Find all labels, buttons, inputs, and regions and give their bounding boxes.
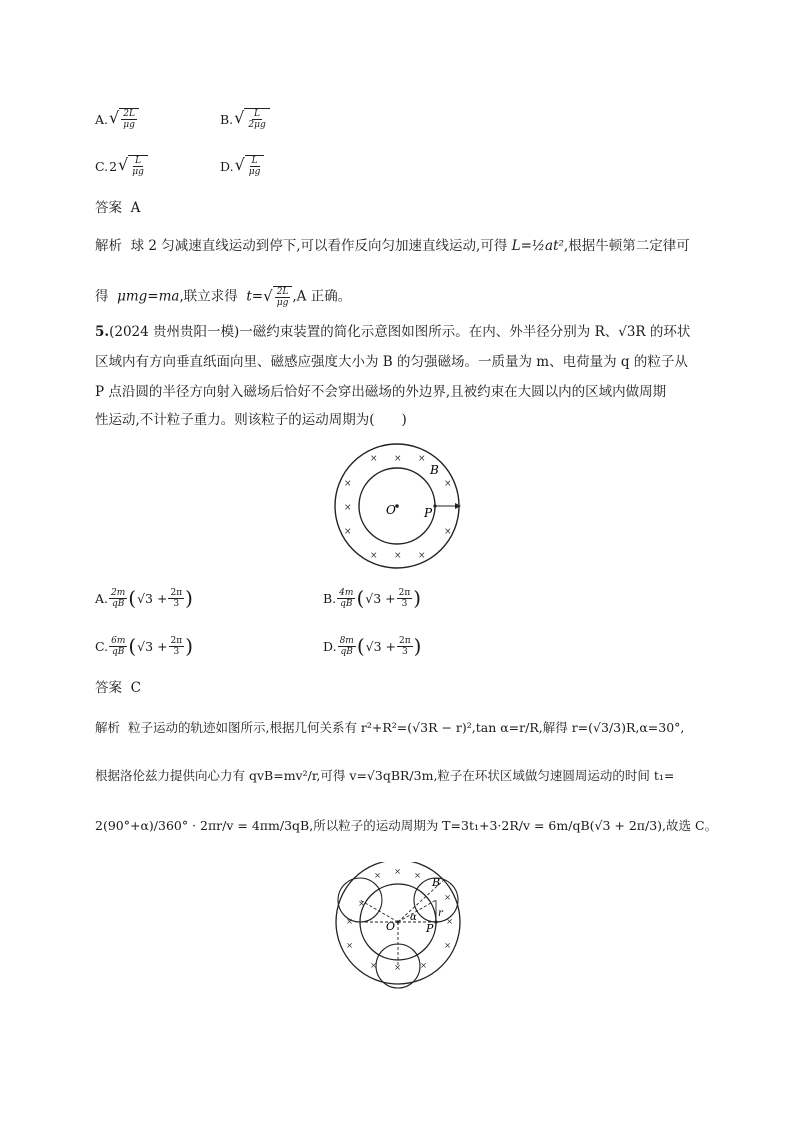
option-label: C. <box>95 638 109 654</box>
dashed-line <box>360 900 398 922</box>
term: √3 + <box>365 638 397 654</box>
option-label: D. <box>323 638 337 654</box>
numerator: 2π <box>170 635 183 646</box>
denominator: 3 <box>401 646 408 657</box>
q5-stem-line4: 性运动,不计粒子重力。则该粒子的运动周期为( ) <box>95 412 407 428</box>
term: √3 + <box>137 590 168 606</box>
point-p-dot <box>434 920 437 923</box>
cross-mark: × <box>444 893 452 903</box>
q4-analysis-line2 <box>95 286 351 308</box>
q5-analysis-line1 <box>95 718 684 738</box>
q5-stem-line3: P 点沿圆的半径方向射入磁场后恰好不会穿出磁场的外边界,且被约束在大圆以内的区域内做周期 <box>95 384 667 400</box>
question-source: (2024 贵州贵阳一模) <box>109 324 240 340</box>
sqrt-expression: √ $\frac{2L}{\mu g}$ <box>109 108 139 130</box>
answer-value: A <box>130 200 141 216</box>
option-label: B. <box>220 111 234 127</box>
sqrt-expression: √ $\frac{L}{\mu g}$ <box>118 155 148 177</box>
cross-mark: × <box>370 551 378 561</box>
cross-mark: × <box>344 503 352 513</box>
q5-option-b: B. $\frac{4m}{qB}$ ( √3 + $\frac{2\pi}{3}$ ) <box>323 586 422 610</box>
analysis-text: 粒子运动的轨迹如图所示,根据几何关系有 r²+R²=(√3R − r)²,tan α=r/R,解得 r=(√3/3)R,α=30°, <box>127 720 685 735</box>
q5-option-c: C. $\frac{6m}{qB}$ ( √3 + $\frac{2\pi}{3}$ ) <box>95 634 194 658</box>
cross-mark: × <box>346 941 354 951</box>
cross-mark: × <box>394 454 402 464</box>
label-alpha: α <box>410 912 417 923</box>
cross-mark: × <box>346 917 354 927</box>
numerator: 2π <box>398 587 411 598</box>
q5-analysis-line2: 根据洛伦兹力提供向心力有 qvB=mv²/r,可得 v=√3qBR/3m,粒子在环状区域做匀速圆周运动的时间 t₁= <box>95 768 675 783</box>
point-p-dot <box>433 504 436 507</box>
q5-stem-line2: 区域内有方向垂直纸面向里、磁感应强度大小为 B 的匀强磁场。一质量为 m、电荷量为 q 的粒子从 <box>95 354 688 370</box>
q4-option-b <box>220 108 270 130</box>
cross-mark: × <box>444 479 452 489</box>
stem-text: 一磁约束装置的简化示意图如图所示。在内、外半径分别为 R、√3R 的环状 <box>239 324 691 340</box>
cross-mark: × <box>374 871 382 881</box>
center-dot <box>396 920 399 923</box>
term: √3 + <box>365 590 396 606</box>
dashed-line <box>398 900 436 922</box>
label-o: O <box>386 920 396 933</box>
analysis-text: ,A 正确。 <box>292 288 352 305</box>
answer-value: C <box>130 680 141 696</box>
formula: μmg=ma <box>117 288 180 305</box>
denominator: 3 <box>173 598 180 609</box>
cross-mark: × <box>420 961 428 971</box>
cross-mark: × <box>418 551 426 561</box>
cross-mark: × <box>418 454 426 464</box>
cross-mark: × <box>394 963 402 973</box>
denominator: μg <box>248 167 261 177</box>
q5-stem-line1 <box>95 322 690 342</box>
option-label: C. <box>95 158 109 174</box>
formula: L=½at² <box>511 238 564 254</box>
denominator: 3 <box>173 646 180 657</box>
denominator: 2μg <box>248 120 266 130</box>
arrow-head <box>455 503 461 509</box>
numerator: L <box>135 156 142 166</box>
option-label: A. <box>95 111 109 127</box>
q4-option-a <box>95 108 139 130</box>
denominator: qB <box>340 646 353 657</box>
label-o: O <box>386 503 396 517</box>
numerator: L <box>254 109 261 119</box>
numerator: 2L <box>276 287 289 297</box>
analysis-text: 得 <box>95 288 109 305</box>
q5-option-d: D. $\frac{8m}{qB}$ ( √3 + $\frac{2\pi}{3}$ ) <box>323 634 422 658</box>
cross-mark: × <box>358 899 366 909</box>
label-p: P <box>424 506 433 520</box>
question-number: 5. <box>95 324 110 340</box>
cross-mark: × <box>446 917 454 927</box>
numerator: 2π <box>399 635 411 646</box>
option-label: A. <box>95 590 109 606</box>
cross-mark: × <box>370 961 378 971</box>
label-r: r <box>438 908 443 919</box>
q5-option-a: A. $\frac{2m}{qB}$ ( √3 + $\frac{2\pi}{3}$ ) <box>95 586 193 610</box>
analysis-text: 球 2 匀减速直线运动到停下,可以看作反向匀加速直线运动,可得 <box>130 238 508 254</box>
term: √3 + <box>137 638 168 654</box>
numerator: 2m <box>111 587 126 598</box>
q5-answer <box>95 678 141 698</box>
formula: t= <box>246 288 264 305</box>
analysis-label: 解析 <box>95 238 122 254</box>
cross-mark: × <box>394 551 402 561</box>
numerator: 2L <box>123 109 135 119</box>
numerator: L <box>251 156 258 166</box>
q5-figure-1 <box>320 440 480 570</box>
label-b: B <box>430 463 439 477</box>
q4-analysis-line1 <box>95 236 690 256</box>
cross-mark: × <box>344 527 352 537</box>
analysis-text: ,联立求得 <box>179 288 238 305</box>
denominator: μg <box>132 167 144 177</box>
q5-analysis-line3: 2(90°+α)/360° · 2πr/v = 4πm/3qB,所以粒子的运动周期为 T=3t₁+3·2R/v = 6m/qB(√3 + 2π/3),故选 C。 <box>95 818 718 833</box>
option-label: D. <box>220 158 234 174</box>
sqrt-expression: √ $\frac{2L}{\mu g}$ <box>263 286 292 308</box>
denominator: μg <box>276 298 289 308</box>
denominator: qB <box>111 598 125 609</box>
denominator: qB <box>340 598 353 609</box>
numerator: 2π <box>170 587 183 598</box>
label-b: B <box>432 876 441 889</box>
sqrt-expression: √ $\frac{L}{2\mu g}$ <box>234 108 270 130</box>
numerator: 4m <box>339 587 354 598</box>
q4-option-c <box>95 155 148 177</box>
answer-label: 答案 <box>95 200 122 216</box>
cross-mark: × <box>394 867 402 877</box>
cross-mark: × <box>370 454 378 464</box>
cross-mark: × <box>444 941 452 951</box>
cross-mark: × <box>344 479 352 489</box>
coefficient: 2 <box>109 158 118 174</box>
q4-answer <box>95 198 140 218</box>
denominator: 3 <box>401 598 408 609</box>
numerator: 8m <box>339 635 354 646</box>
analysis-text: ,根据牛顿第二定律可 <box>563 238 690 254</box>
label-p: P <box>426 922 434 935</box>
cross-mark: × <box>444 527 452 537</box>
option-label: B. <box>323 590 337 606</box>
sqrt-expression: √ $\frac{L}{\mu g}$ <box>235 155 265 177</box>
denominator: μg <box>123 120 135 130</box>
numerator: 6m <box>111 635 126 646</box>
cross-mark: × <box>414 871 422 881</box>
q4-option-d <box>220 155 264 177</box>
q5-figure-2 <box>330 862 470 990</box>
denominator: qB <box>112 646 125 657</box>
answer-label: 答案 <box>95 680 122 696</box>
analysis-label: 解析 <box>95 720 121 735</box>
